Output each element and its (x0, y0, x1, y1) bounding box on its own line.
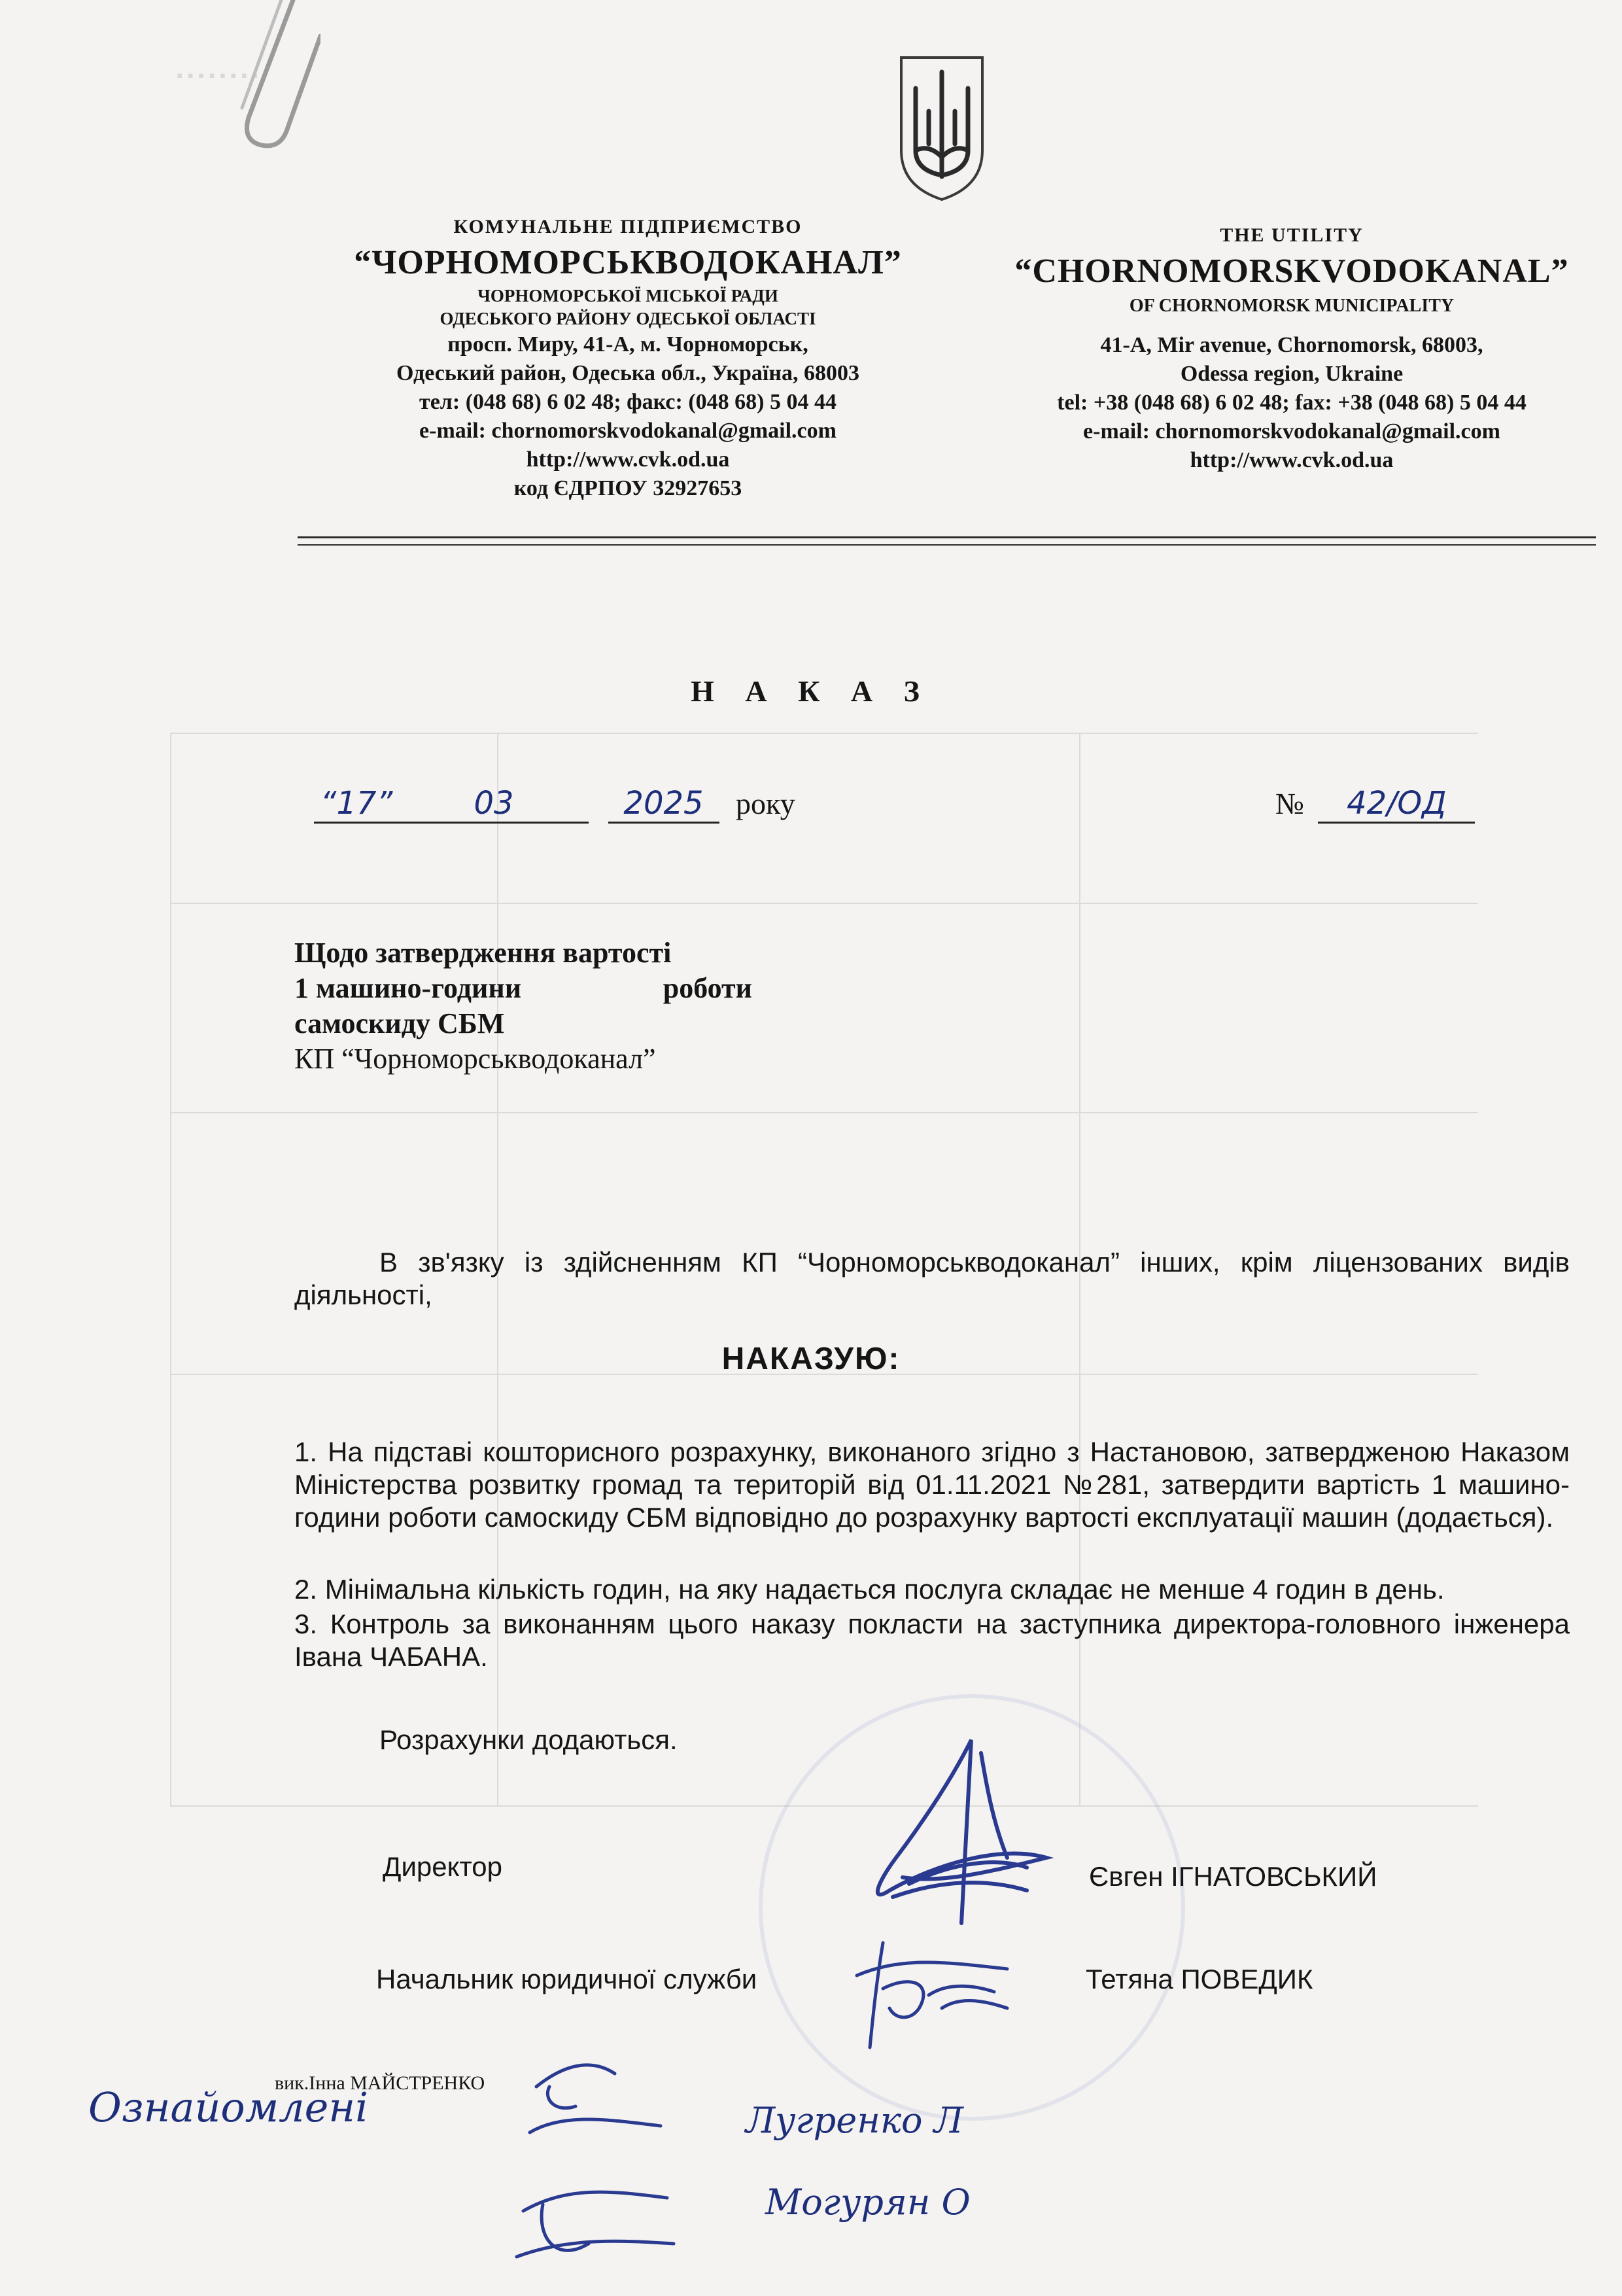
subject-line2b: роботи (663, 972, 752, 1004)
address-line2-en: Odessa region, Ukraine (1180, 362, 1404, 386)
email-en: e-mail: chornomorskvodokanal@gmail.com (1083, 419, 1500, 444)
subject-line2 (294, 971, 752, 1006)
legal-head-name: Тетяна ПОВЕДИК (1086, 1964, 1313, 1994)
intro-paragraph: В зв'язку із здійсненням КП “Чорноморськводоканал” інших, крім ліцензованих видів діяльності, (294, 1247, 1570, 1310)
date-day: “17” (314, 785, 399, 824)
director-name: Євген ІГНАТОВСЬКИЙ (1089, 1861, 1377, 1892)
show-through-line (170, 733, 1478, 734)
address-line1-en: 41-A, Mir avenue, Chornomorsk, 68003, (1100, 333, 1483, 357)
org-type-ua: КОМУНАЛЬНЕ ПІДПРИЄМСТВО (453, 216, 802, 237)
attachments-note: Розрахунки додаються. (379, 1724, 678, 1755)
edrpou-code: код ЄДРПОУ 32927653 (513, 476, 742, 500)
show-through-text: ▪ ▪ ▪ ▪ ▪ ▪ ▪ ▪ (177, 65, 258, 85)
subject-line4: КП “Чорноморськводоканал” (294, 1043, 656, 1075)
org-council-ua: ЧОРНОМОРСЬКОЇ МІСЬКОЇ РАДИ (477, 286, 778, 305)
date-month: 03 (399, 785, 589, 824)
director-signature (831, 1727, 1105, 1936)
command-heading: НАКАЗУЮ: (721, 1342, 901, 1376)
legal-head-title: Начальник юридичної служби (376, 1964, 757, 1994)
order-date (314, 785, 795, 824)
order-number (1275, 785, 1475, 824)
number-value: 42/ОД (1318, 785, 1475, 824)
website-en: http://www.cvk.od.ua (1190, 448, 1394, 472)
phone-en: tel: +38 (048 68) 6 02 48; fax: +38 (048 68) 5 04 44 (1057, 391, 1527, 415)
phone-ua: тел: (048 68) 6 02 48; факс: (048 68) 5 04 44 (419, 390, 837, 414)
letterhead-ua (275, 213, 981, 503)
acknowledgement-name-2: Могурян О (765, 2182, 971, 2223)
acknowledgement-signatures (517, 2047, 687, 2296)
show-through-line (170, 733, 171, 1805)
org-district-ua: ОДЕСЬКОГО РАЙОНУ ОДЕСЬКОЇ ОБЛАСТІ (440, 309, 816, 328)
date-year: 2025 (608, 785, 719, 824)
org-type-en: THE UTILITY (1220, 224, 1364, 246)
email-ua: e-mail: chornomorskvodokanal@gmail.com (419, 419, 837, 443)
acknowledgement-label: Ознайомлені (88, 2083, 368, 2131)
acknowledgement-name-1: Лугренко Л (746, 2100, 963, 2141)
coat-of-arms-icon (896, 52, 988, 203)
show-through-line (170, 903, 1478, 904)
order-subject (294, 935, 752, 1077)
letterhead-en (981, 221, 1602, 475)
org-municipality-en: OF CHORNOMORSK MUNICIPALITY (1129, 296, 1455, 316)
address-line2-ua: Одеський район, Одеська обл., Україна, 68003 (396, 361, 859, 385)
document-title: Н А К А З (691, 674, 931, 708)
order-item-3: 3. Контроль за виконанням цього наказу покласти на заступника директора-головного інженера Івана ЧАБАНА. (294, 1609, 1570, 1672)
order-item-2: 2. Мінімальна кількість годин, на яку надається послуга складає не менше 4 годин в день. (294, 1574, 1445, 1605)
subject-line3: самоскиду СБМ (294, 1007, 505, 1039)
subject-line2a: 1 машино-години (294, 972, 522, 1004)
order-item-1: 1. На підставі кошторисного розрахунку, виконаного згідно з Настановою, затвердженою Наказом Міністерства розвитку громад та територій від 01.11.2021 №281, затвердити вартість 1 машино-години роботи самоскиду СБМ відповідно до розрахунку вартості експлуатації машин (додається). (294, 1436, 1570, 1533)
address-line1-ua: просп. Миру, 41-А, м. Чорноморськ, (447, 332, 808, 357)
year-word: року (736, 787, 795, 820)
header-divider (298, 536, 1596, 538)
header-divider (298, 544, 1596, 546)
director-title: Директор (383, 1851, 502, 1882)
website-ua: http://www.cvk.od.ua (526, 447, 730, 472)
org-name-ua: “ЧОРНОМОРСЬКВОДОКАНАЛ” (354, 244, 902, 281)
number-sign: № (1275, 787, 1304, 820)
legal-head-signature (844, 1930, 1040, 2061)
org-name-en: “CHORNOMORSKVODOKANAL” (1014, 252, 1569, 290)
executor-name: вик.Інна МАЙСТРЕНКО (275, 2072, 485, 2094)
paperclip-icon (216, 0, 320, 150)
subject-line1: Щодо затвердження вартості (294, 937, 672, 969)
show-through-line (170, 1112, 1478, 1113)
